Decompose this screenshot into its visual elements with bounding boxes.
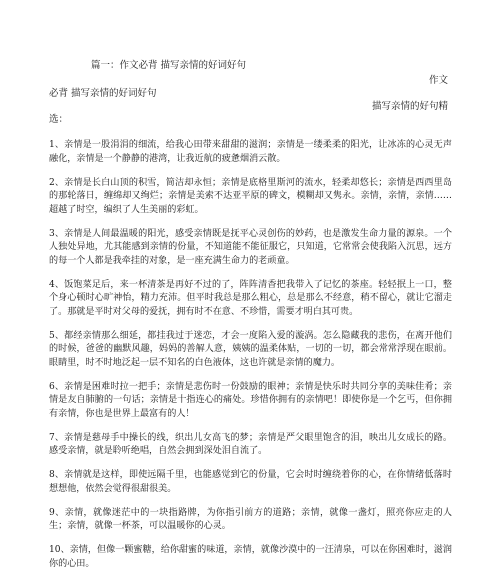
subheading-left: 选： [49, 114, 69, 125]
paragraph: 1、亲情是一股涓涓的细流，给我心田带来甜甜的滋润；亲情是一缕柔柔的阳光，让冰冻的心灵无声融化，亲情是一个静静的港湾，让我近航的疲惫烟消云散。 [49, 140, 452, 164]
heading-continuation-right: 作文 [428, 75, 448, 86]
paragraph: 5、都经亲情那么细延，都挂我过于迷恋，才会一度陷入爱的漩涡。怎么隐藏我的悲伤，在离开他们的时候，爸爸的幽默风趣，妈妈的善解人意，姨姨的温柔体贴，一切的一切，都会常常浮现在眼前。眼睛里，时不时地泛起一层不知名的白色液体，这也许就是亲情的魔力。 [49, 330, 452, 368]
document-heading: 篇一：作文必背 描写亲情的好词好句 [91, 60, 247, 71]
heading-continuation-left: 必背 描写亲情的好词好句 [49, 88, 157, 99]
paragraph: 9、亲情，就像迷茫中的一块指路牌，为你指引前方的道路；亲情，就像一盏灯，照亮你应走的人生；亲情，就像一杯茶，可以温暖你的心灵。 [49, 507, 452, 531]
paragraph: 2、亲情是长白山顶的积雪，简洁却永恒；亲情是底格里斯河的流水，轻柔却悠长；亲情是西西里岛的那轮落日，缠绵却又绚烂；亲情是美索不达亚平原的碑文，模糊却又隽永。亲情，亲情，亲情……超越了时空，编织了人生美丽的彩虹。 [49, 177, 452, 215]
paragraph: 8、亲情就是这样，即使远隔千里，也能感觉到它的份量，它会时时缠绕着你的心，在你情绪低落时想想他，依然会觉得很甜很美。 [49, 470, 452, 494]
subheading-right: 描写亲情的好句精 [371, 101, 448, 112]
paragraph: 3、亲情是人间最温暖的阳光，感受亲情既是抚平心灵创伤的妙药，也是激发生命力量的源泉。一个人独处异地，尤其能感到亲情的份量，不知道能不能征服它，只知道，它常常会使我陷入沉思，远方的每一个人都是我牵挂的对象，是一座充满生命力的老顽童。 [49, 228, 452, 266]
paragraph: 7、亲情是慈母手中操长的线，织出儿女高飞的梦；亲情是严父眼里饱含的泪，映出儿女成长的路。感受亲情，就是聆听绝唱，自然会拥到深处泪自流了。 [49, 432, 452, 456]
paragraph-list [49, 139, 452, 582]
paragraph: 6、亲情是困难时拉一把手；亲情是悲伤时一份鼓励的眼神；亲情是快乐时共同分享的美味佳肴；亲情是友自肺腑的一句话；亲情是十指连心的痛处。珍惜你拥有的亲情吧！即使你是一个乞丐，但你拥有亲情，你也是世界上最富有的人！ [49, 381, 452, 419]
paragraph: 4、饭饱菜足后，来一杯清茶是再好不过的了，阵阵清香把我带入了记忆的茶座。轻轻抿上一口，整个身心顿时心旷神怡，精力充沛。但平时我总是那么粗心，总是那么不经意，稍不留心，就让它溜走了。那就是平时对父母的爱抚，拥有时不在意、不珍惜，需要才明白其可贵。 [49, 279, 452, 317]
paragraph: 10、亲情，但像一颗蜜糖，给你甜蜜的味道，亲情，就像沙漠中的一汪清泉，可以在你困难时，滋润你的心田。 [49, 545, 452, 569]
